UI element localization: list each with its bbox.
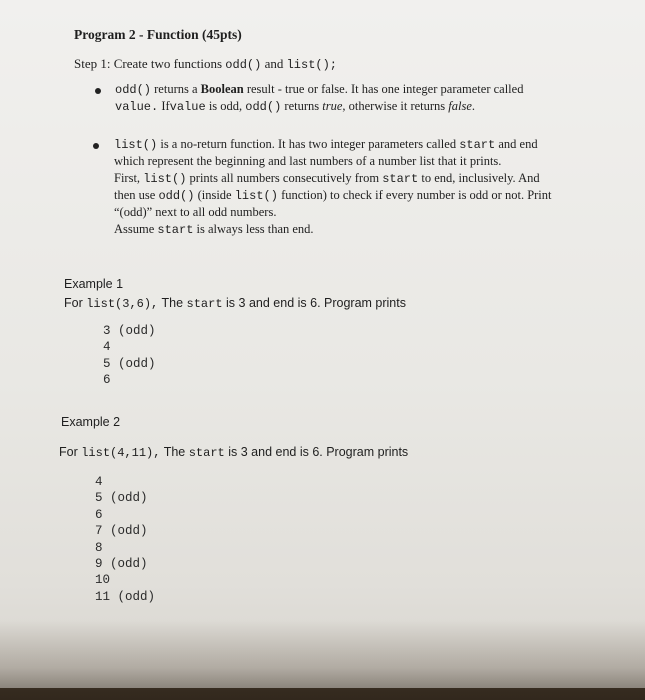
code-call: list(4,11), [81,446,161,460]
code-list: list() [234,189,278,203]
output-line: 11 (odd) [95,589,156,604]
bullet2-line4 [114,187,552,205]
step-text: Create two functions [113,56,223,71]
italic-false: false [448,99,472,113]
code-list: list() [114,138,158,152]
text: The [161,296,184,310]
text: is a no-return function. It has two integer parameters called [160,137,457,151]
bullet2-line1 [114,136,538,154]
output-line: 7 (odd) [95,524,148,539]
bold-boolean: Boolean [200,82,244,96]
output-line: 6 [95,507,103,522]
code-odd: odd() [158,189,195,203]
example2-line [59,445,408,460]
bullet-dot [95,88,101,94]
example2-title: Example 2 [61,415,121,429]
code-start: start [186,297,223,311]
output-line: 5 (odd) [103,356,156,371]
bullet2-line2: which represent the beginning and last numbers of a number list that it prints. [114,154,502,168]
text: to end, inclusively. And [421,171,540,185]
output-line: 9 (odd) [95,557,148,572]
output-line: 4 [103,340,111,355]
text: then use [114,188,156,202]
example2-output [95,474,155,605]
code-start: start [157,223,194,237]
code-start: start [459,138,496,152]
bullet2-line6 [114,221,314,239]
text: prints all numbers consecutively from [189,171,380,185]
page-title: Program 2 - Function (45pts) [74,27,242,42]
code-value: value [169,100,206,114]
code-odd: odd() [245,100,282,114]
code-start: start [382,172,419,186]
text: , otherwise it returns [342,99,446,113]
text: is 3 and end is 6. Program prints [226,296,406,310]
output-line: 3 (odd) [103,324,156,338]
italic-true: true [322,99,343,113]
output-line: 10 [95,573,111,588]
text: is odd, [208,99,243,113]
text: function) to check if every number is odd or not. Print [281,188,552,202]
text: For [59,445,78,459]
text: . [471,99,476,113]
step-1-line [74,56,337,72]
step-and: and [264,56,284,71]
step-label: Step 1: [74,56,111,71]
text: First, [114,171,141,185]
bottom-shadow [0,620,645,700]
code-odd: odd() [115,83,152,97]
text: (inside [197,188,232,202]
code-list: list() [143,172,187,186]
text: is always less than end. [196,222,314,236]
text: result - true or false. It has one integer parameter called [246,82,524,96]
text: returns [284,99,320,113]
output-line: 6 [103,373,111,388]
text: The [163,445,186,459]
text: is 3 and end is 6. Program prints [228,445,409,459]
bullet1-line1 [115,81,523,99]
bullet2-line3 [114,170,540,188]
output-line: 5 (odd) [95,491,148,506]
bullet-dot [93,143,99,149]
text: returns a [154,82,198,96]
output-line: 4 [95,475,103,489]
text: For [64,296,83,310]
code-value: value. [115,100,159,114]
code-start: start [188,446,225,460]
text: If [161,99,170,113]
code-call: list(3,6), [86,297,159,311]
step-func2: list(); [286,58,338,72]
bullet1-line2 [115,98,475,116]
example1-title: Example 1 [64,277,124,291]
step-func1: odd() [225,58,262,72]
text: Assume [114,222,155,236]
example1-output [103,323,156,389]
output-line: 8 [95,540,103,555]
bullet2-line5: “(odd)” next to all odd numbers. [114,205,277,219]
example1-line [64,296,406,311]
text: and end [498,137,538,151]
